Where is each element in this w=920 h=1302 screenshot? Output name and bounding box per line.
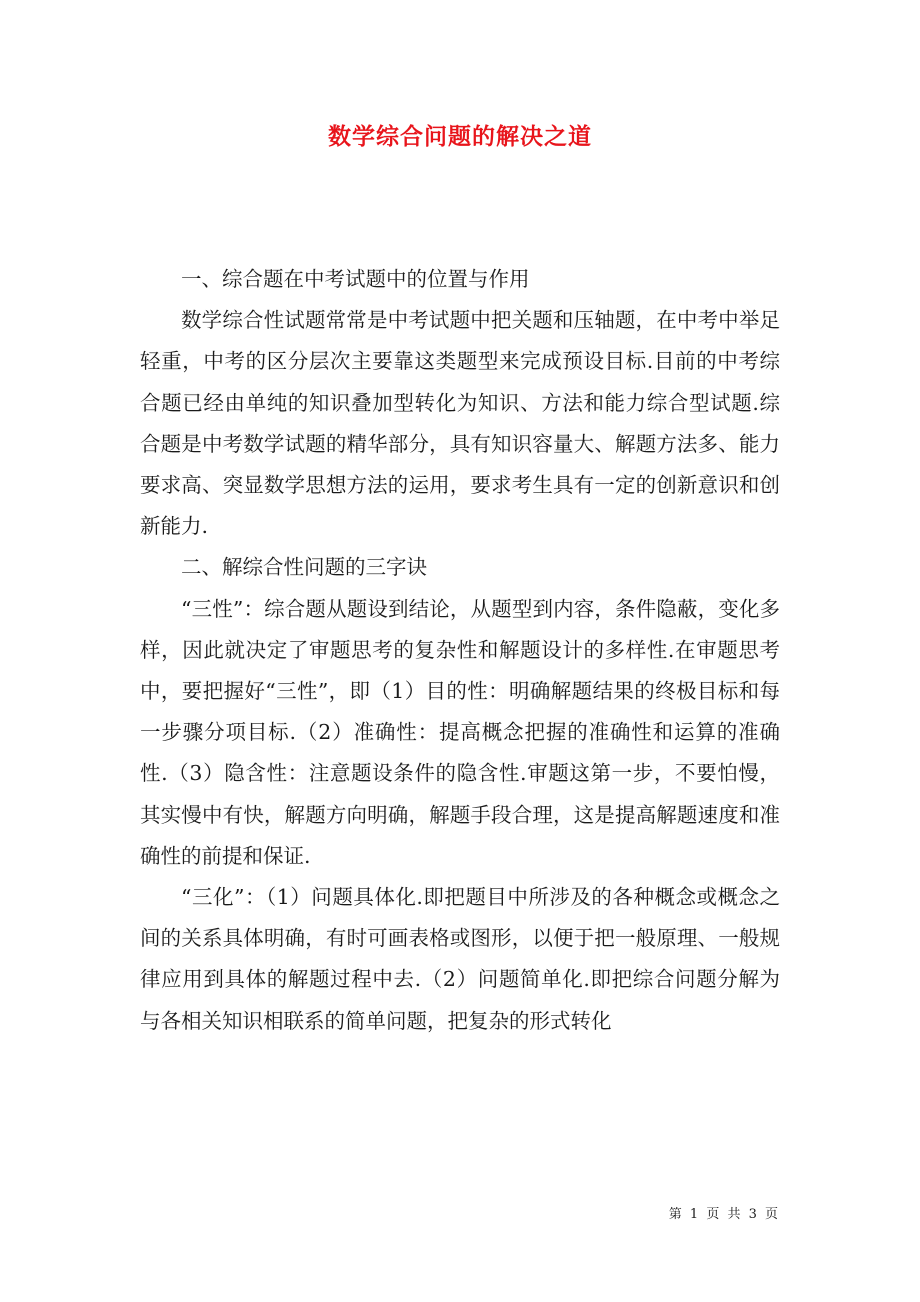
section-heading-2: 二、解综合性问题的三字诀 <box>181 555 427 580</box>
section-heading-1: 一、综合题在中考试题中的位置与作用 <box>181 267 530 291</box>
paragraph-three-transformations: “三化”：（1）问题具体化.即把题目中所涉及的各种概念或概念之间的关系具体明确，有时可画表格或图形，以便于把一般原理、一般规律应用到具体的解题过程中去.（2）问题简单化.即把综合问题分解为与各相关知识相联系的简单问题，把复杂的形式转化 <box>140 885 780 1033</box>
page-number-footer: 第 1 页 共 3 页 <box>668 1207 780 1222</box>
paragraph-three-properties: “三性”：综合题从题设到结论，从题型到内容，条件隐蔽，变化多样，因此就决定了审题思考的复杂性和解题设计的多样性.在审题思考中，要把握好“三性”，即（1）目的性：明确解题结果的终极目标和每一步骤分项目标.（2）准确性：提高概念把握的准确性和运算的准确性.（3）隐含性：注意题设条件的隐含性.审题这第一步，不要怕慢，其实慢中有快，解题方向明确，解题手段合理，这是提高解题速度和准确性的前提和保证. <box>140 596 780 868</box>
paragraph-position-role: 数学综合性试题常常是中考试题中把关题和压轴题，在中考中举足轻重，中考的区分层次主要靠这类题型来完成预设目标.目前的中考综合题已经由单纯的知识叠加型转化为知识、方法和能力综合型试题.综合题是中考数学试题的精华部分，具有知识容量大、解题方法多、能力要求高、突显数学思想方法的运用，要求考生具有一定的创新意识和创新能力. <box>140 308 780 539</box>
document-title: 数学综合问题的解决之道 <box>328 123 592 150</box>
document-body <box>140 259 780 1042</box>
